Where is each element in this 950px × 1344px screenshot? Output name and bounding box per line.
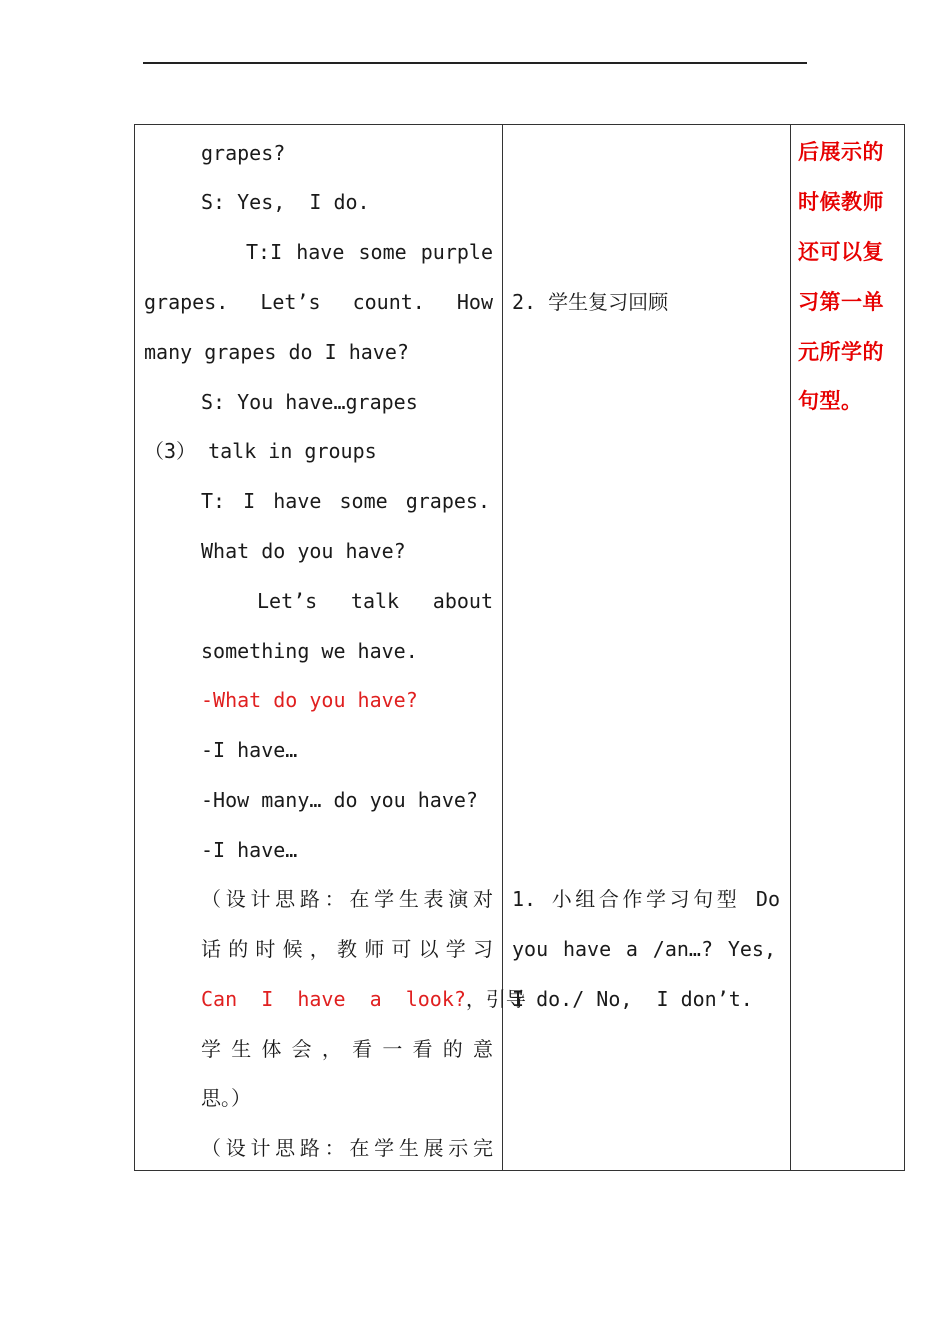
procedure-line: grapes. Let’s count. How <box>144 290 493 314</box>
procedure-line: S: You have…grapes <box>201 390 418 414</box>
procedure-line: S: Yes, I do. <box>201 190 370 214</box>
note-line: 句型。 <box>798 389 863 413</box>
activity-item: 1. 小组合作学习句型 Do <box>512 887 780 911</box>
activity-item: 2. 学生复习回顾 <box>512 290 669 314</box>
activity-item: you have a /an…? Yes, <box>512 937 776 961</box>
design-note-line: （设计思路：在学生表演对 <box>201 887 493 911</box>
dialogue-answer: -I have… <box>201 738 298 762</box>
design-note-line: 思。） <box>201 1086 251 1110</box>
key-phrase: Can I have a look? <box>201 987 466 1011</box>
design-note-line: 话的时候，教师可以学习 <box>201 937 493 961</box>
dialogue-answer: -I have… <box>201 838 298 862</box>
procedure-line: something we have. <box>201 639 418 663</box>
design-note-line: 学生体会，看一看的意 <box>201 1037 493 1061</box>
note-line: 还可以复 <box>798 240 884 264</box>
activity-item: I do./ No, I don’t. <box>512 987 753 1011</box>
procedure-line: Let’s talk about <box>257 589 493 613</box>
procedure-heading: （3） talk in groups <box>144 439 377 463</box>
note-line: 后展示的 <box>798 140 884 164</box>
column-divider-1 <box>502 125 503 1170</box>
note-line: 元所学的 <box>798 340 884 364</box>
procedure-line: many grapes do I have? <box>144 340 409 364</box>
header-rule <box>143 62 807 64</box>
design-note-line: （设计思路：在学生展示完 <box>201 1136 493 1160</box>
procedure-line: T: I have some grapes. <box>201 489 490 513</box>
dialogue-question: -How many… do you have? <box>201 788 478 812</box>
note-line: 习第一单 <box>798 290 884 314</box>
design-note-line <box>201 987 526 1011</box>
column-divider-2 <box>790 125 791 1170</box>
note-line: 时候教师 <box>798 190 884 214</box>
dialogue-question: -What do you have? <box>201 688 418 712</box>
procedure-line: T:I have some purple <box>246 240 493 264</box>
procedure-line: grapes? <box>201 141 286 165</box>
procedure-line: What do you have? <box>201 539 406 563</box>
design-note-text: ，引导 <box>465 987 526 1011</box>
